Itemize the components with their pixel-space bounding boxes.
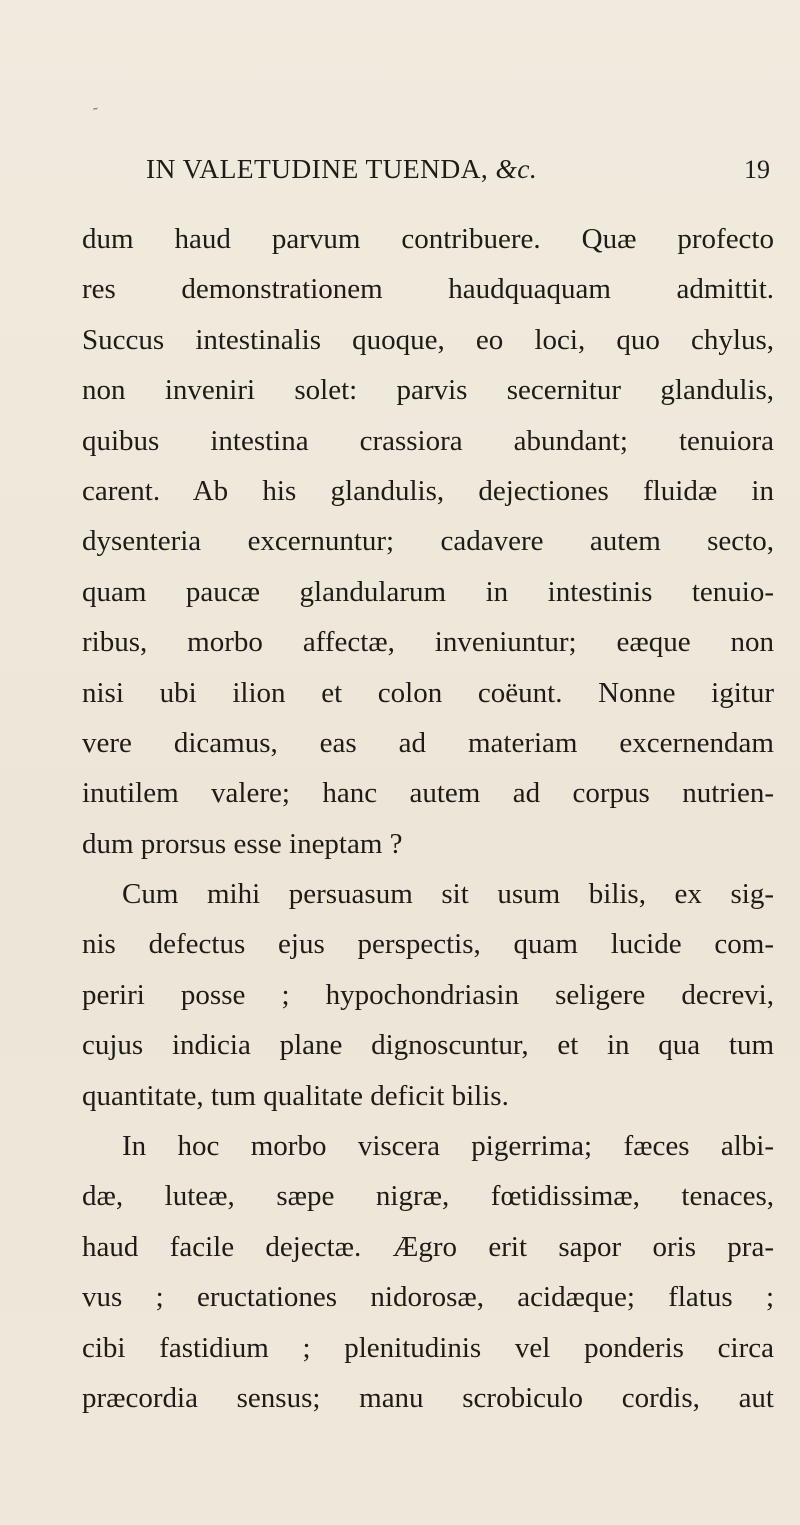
text-line: dum prorsus esse ineptam ? (82, 827, 403, 860)
text-line: cibi fastidium ; plenitudinis vel ponderis circa (82, 1331, 774, 1364)
text-line: dum haud parvum contribuere. Quæ profecto (82, 223, 774, 255)
text-line: res demonstrationem haudquaquam admittit. (82, 273, 774, 306)
running-title-text: IN VALETUDINE TUENDA, (146, 153, 489, 184)
text-line: quam paucæ glandularum in intestinis tenuio- (82, 575, 774, 608)
text-line: nis defectus ejus perspectis, quam lucide com- (82, 928, 774, 961)
text-line: non inveniri solet: parvis secernitur glandulis, (82, 374, 774, 407)
running-head (146, 153, 770, 187)
text-line: quibus intestina crassiora abundant; tenuiora (82, 424, 774, 457)
text-line: cujus indicia plane dignoscuntur, et in qua tum (82, 1029, 774, 1062)
text-line: præcordia sensus; manu scrobiculo cordis, aut (82, 1381, 774, 1414)
text-line: periri posse ; hypochondriasin seligere decrevi, (82, 978, 774, 1011)
text-line: inutilem valere; hanc autem ad corpus nutrien- (82, 777, 774, 810)
body-text (82, 214, 774, 1423)
text-line: vus ; eructationes nidorosæ, acidæque; flatus ; (82, 1281, 774, 1314)
print-speck: ˜ (92, 105, 102, 122)
text-line: carent. Ab his glandulis, dejectiones fluidæ in (82, 474, 774, 507)
text-line: In hoc morbo viscera pigerrima; fæces albi- (122, 1130, 774, 1163)
text-line: quantitate, tum qualitate deficit bilis. (82, 1079, 509, 1112)
text-line: Cum mihi persuasum sit usum bilis, ex sig- (122, 878, 774, 911)
text-line: dæ, luteæ, sæpe nigræ, fœtidissimæ, tenaces, (82, 1180, 774, 1213)
running-title-suffix: &c. (495, 153, 538, 184)
text-line: Succus intestinalis quoque, eo loci, quo chylus, (82, 323, 774, 356)
running-title (146, 153, 537, 185)
text-line: haud facile dejectæ. Ægro erit sapor oris pra- (82, 1230, 774, 1263)
text-line: vere dicamus, eas ad materiam excernendam (82, 726, 774, 759)
text-line: ribus, morbo affectæ, inveniuntur; eæque non (82, 626, 774, 659)
text-line: dysenteria excernuntur; cadavere autem secto, (82, 525, 774, 558)
text-line: nisi ubi ilion et colon coëunt. Nonne igitur (82, 676, 774, 709)
page-number: 19 (744, 155, 770, 184)
